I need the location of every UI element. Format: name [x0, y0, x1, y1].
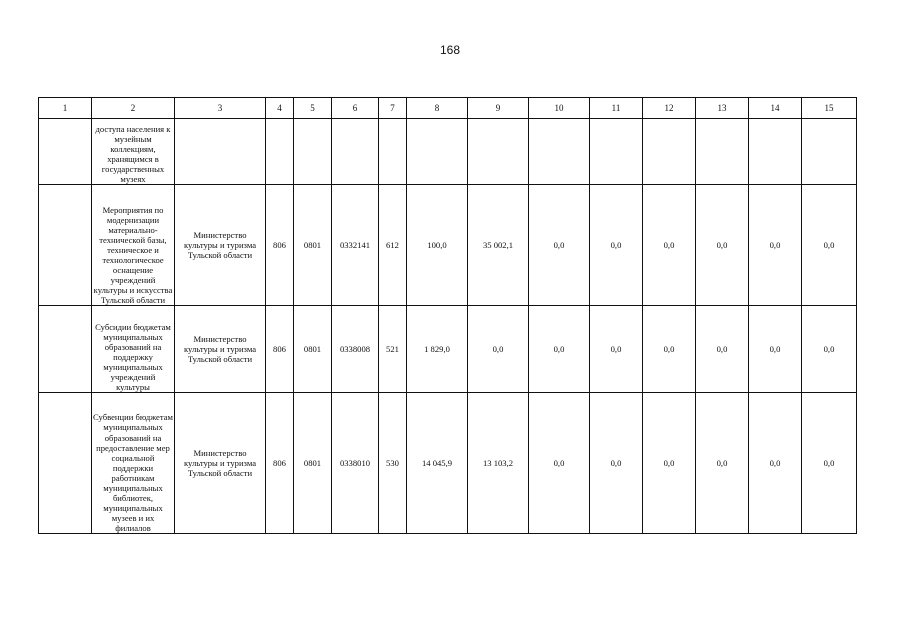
table-cell: 0,0 — [643, 185, 696, 306]
table-cell: 0,0 — [529, 306, 590, 393]
table-cell — [590, 119, 643, 185]
budget-table — [38, 97, 857, 534]
table-cell — [407, 119, 468, 185]
table-cell: 0,0 — [696, 306, 749, 393]
table-cell — [294, 119, 332, 185]
table-cell: 806 — [266, 306, 294, 393]
header-row — [39, 98, 857, 119]
table-cell — [802, 119, 857, 185]
column-header: 1 — [39, 98, 92, 119]
table-cell: 0,0 — [749, 306, 802, 393]
table-cell: 0,0 — [802, 306, 857, 393]
row-number-cell — [39, 119, 92, 185]
table-cell: 521 — [379, 306, 407, 393]
row-number-cell — [39, 185, 92, 306]
table-cell: 0332141 — [332, 185, 379, 306]
table-cell: 612 — [379, 185, 407, 306]
column-header: 5 — [294, 98, 332, 119]
table-row — [39, 119, 857, 185]
table-cell: 0801 — [294, 306, 332, 393]
page-number: 168 — [439, 43, 461, 57]
table-cell — [266, 119, 294, 185]
column-header: 12 — [643, 98, 696, 119]
column-header: 10 — [529, 98, 590, 119]
column-header: 13 — [696, 98, 749, 119]
activity-name-cell: доступа населения к музейным коллекциям, хранящимся в государственных музеях — [92, 119, 175, 185]
column-header: 3 — [175, 98, 266, 119]
table-cell: 0338010 — [332, 393, 379, 534]
table-cell: 0,0 — [802, 393, 857, 534]
table-cell — [468, 119, 529, 185]
table-cell: 0,0 — [468, 306, 529, 393]
ministry-cell: Министерство культуры и туризма Тульской области — [175, 306, 266, 393]
column-header: 11 — [590, 98, 643, 119]
table-cell — [749, 119, 802, 185]
table-cell: 806 — [266, 185, 294, 306]
row-number-cell — [39, 393, 92, 534]
table-cell — [529, 119, 590, 185]
table-cell: 0,0 — [643, 393, 696, 534]
table-cell: 0,0 — [802, 185, 857, 306]
row-number-cell — [39, 306, 92, 393]
table-cell: 0,0 — [529, 393, 590, 534]
column-header: 2 — [92, 98, 175, 119]
table-cell: 0,0 — [696, 393, 749, 534]
table-cell: 0,0 — [590, 306, 643, 393]
table-cell: 1 829,0 — [407, 306, 468, 393]
table-cell — [332, 119, 379, 185]
table-cell: 0801 — [294, 393, 332, 534]
ministry-cell: Министерство культуры и туризма Тульской области — [175, 393, 266, 534]
table-cell: 530 — [379, 393, 407, 534]
table-cell: 35 002,1 — [468, 185, 529, 306]
table-cell: 0,0 — [749, 185, 802, 306]
table-cell — [643, 119, 696, 185]
activity-name-cell: Мероприятия по модернизации материально-технической базы, техническое и технологическое оснащение учреждений культуры и искусства Тульской области — [92, 185, 175, 306]
table-cell: 100,0 — [407, 185, 468, 306]
table-cell: 14 045,9 — [407, 393, 468, 534]
column-header: 14 — [749, 98, 802, 119]
table-row — [39, 393, 857, 534]
column-header: 9 — [468, 98, 529, 119]
table-cell: 0,0 — [590, 393, 643, 534]
table-cell: 0338008 — [332, 306, 379, 393]
table-row — [39, 306, 857, 393]
table-cell: 13 103,2 — [468, 393, 529, 534]
ministry-cell: Министерство культуры и туризма Тульской области — [175, 185, 266, 306]
table-cell: 0,0 — [529, 185, 590, 306]
column-header: 15 — [802, 98, 857, 119]
table-cell: 0,0 — [590, 185, 643, 306]
column-header: 7 — [379, 98, 407, 119]
table-cell: 806 — [266, 393, 294, 534]
table-cell: 0801 — [294, 185, 332, 306]
activity-name-cell: Субсидии бюджетам муниципальных образований на поддержку муниципальных учреждений культуры — [92, 306, 175, 393]
table-cell: 0,0 — [643, 306, 696, 393]
table-row — [39, 185, 857, 306]
table-cell — [379, 119, 407, 185]
ministry-cell — [175, 119, 266, 185]
column-header: 4 — [266, 98, 294, 119]
activity-name-cell: Субвенции бюджетам муниципальных образований на предоставление мер социальной поддержки работникам муниципальных библиотек, муниципальных музеев и их филиалов — [92, 393, 175, 534]
table-cell — [696, 119, 749, 185]
column-header: 6 — [332, 98, 379, 119]
column-header: 8 — [407, 98, 468, 119]
table-cell: 0,0 — [749, 393, 802, 534]
table-cell: 0,0 — [696, 185, 749, 306]
